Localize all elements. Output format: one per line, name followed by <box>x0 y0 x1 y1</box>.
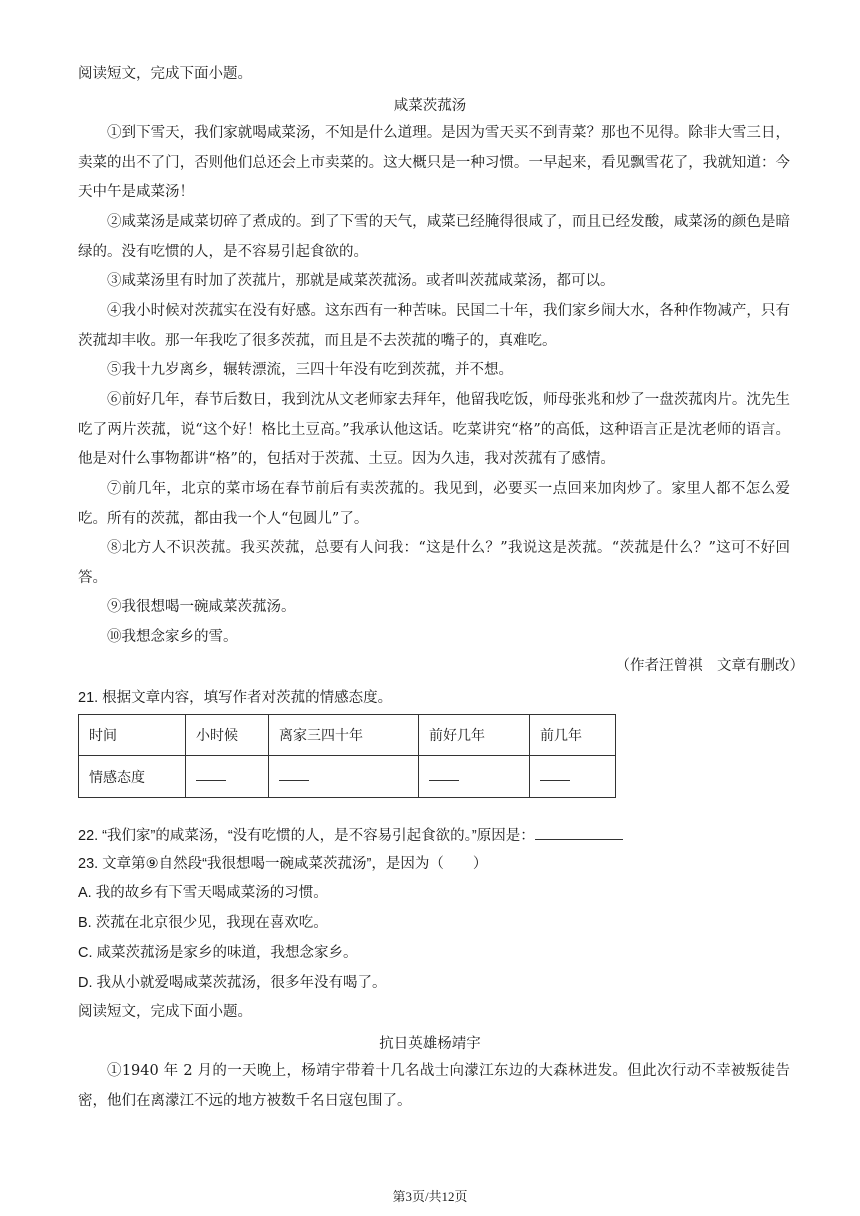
paragraph-6: ⑥前好几年，春节后数日，我到沈从文老师家去拜年，他留我吃饭，师母张兆和炒了一盘茨菰肉片。沈先生吃了两片茨菰，说“这个好！格比土豆高。”我承认他这话。吃菜讲究“格”的高低，这种语言正是沈老师的语言。他是对什么事物都讲“格”的，包括对于茨菰、土豆。因为久违，我对茨菰有了感情。 <box>78 392 790 468</box>
answer-blank[interactable] <box>269 756 419 798</box>
table-header-cell: 前好几年 <box>419 715 530 756</box>
table-row <box>79 756 616 798</box>
paragraph-5: ⑤我十九岁离乡，辗转漂流，三四十年没有吃到茨菰，并不想。 <box>107 362 513 378</box>
table-header-cell: 前几年 <box>530 715 616 756</box>
paragraph-2: ②咸菜汤是咸菜切碎了煮成的。到了下雪的天气，咸菜已经腌得很咸了，而且已经发酸，咸菜汤的颜色是暗绿的。没有吃惯的人，是不容易引起食欲的。 <box>78 214 790 260</box>
option-c: C. 咸菜茨菰汤是家乡的味道，我想念家乡。 <box>78 945 358 961</box>
article-title-2: 抗日英雄杨靖宇 <box>379 1036 481 1052</box>
paragraph-10: ⑩我想念家乡的雪。 <box>107 629 238 645</box>
paragraph-7: ⑦前几年，北京的菜市场在春节前后有卖茨菰的。我见到，必要买一点回来加肉炒了。家里人都不怎么爱吃。所有的茨菰，都由我一个人“包圆儿”了。 <box>78 481 790 527</box>
table-header-cell: 小时候 <box>186 715 269 756</box>
source-note: （作者汪曾祺 文章有删改） <box>615 658 804 674</box>
option-d: D. 我从小就爱喝咸菜茨菰汤，很多年没有喝了。 <box>78 975 387 991</box>
option-a: A. 我的故乡有下雪天喝咸菜汤的习惯。 <box>78 885 328 901</box>
paragraph-3: ③咸菜汤里有时加了茨菰片，那就是咸菜茨菰汤。或者叫茨菰咸菜汤，都可以。 <box>107 273 615 289</box>
question-23: 23. 文章第⑨自然段“我很想喝一碗咸菜茨菰汤”，是因为（ ） <box>78 856 488 872</box>
paragraph-2-1: ①1940 年 2 月的一天晚上，杨靖宇带着十几名战士向濛江东边的大森林进发。但此次行动不幸被叛徒告密，他们在离濛江不远的地方被数千名日寇包围了。 <box>78 1063 790 1109</box>
intro-text-2: 阅读短文，完成下面小题。 <box>78 1004 252 1020</box>
article-title-1: 咸菜茨菰汤 <box>393 98 467 114</box>
paragraph-9: ⑨我很想喝一碗咸菜茨菰汤。 <box>107 599 296 615</box>
answer-line[interactable] <box>535 827 623 840</box>
intro-text-1: 阅读短文，完成下面小题。 <box>78 66 252 82</box>
option-b: B. 茨菰在北京很少见，我现在喜欢吃。 <box>78 915 328 931</box>
answer-blank[interactable] <box>186 756 269 798</box>
table-row-label: 情感态度 <box>79 756 186 798</box>
answer-blank[interactable] <box>530 756 616 798</box>
emotion-table <box>78 714 616 798</box>
answer-blank[interactable] <box>419 756 530 798</box>
page-footer: 第3页/共12页 <box>392 1189 468 1204</box>
question-22-text: 22. “我们家”的咸菜汤，“没有吃惯的人，是不容易引起食欲的。”原因是： <box>78 828 535 844</box>
question-22 <box>78 826 623 846</box>
table-header-row <box>79 715 616 756</box>
table-header-cell: 离家三四十年 <box>269 715 419 756</box>
question-21: 21. 根据文章内容，填写作者对茨菰的情感态度。 <box>78 690 393 706</box>
paragraph-8: ⑧北方人不识茨菰。我买茨菰，总要有人问我：“这是什么？”我说这是茨菰。“茨菰是什么？”这可不好回答。 <box>78 540 790 586</box>
table-header-cell: 时间 <box>79 715 186 756</box>
paragraph-1: ①到下雪天，我们家就喝咸菜汤，不知是什么道理。是因为雪天买不到青菜？那也不见得。除非大雪三日，卖菜的出不了门，否则他们总还会上市卖菜的。这大概只是一种习惯。一早起来，看见飘雪花了，我就知道：今天中午是咸菜汤！ <box>78 125 790 201</box>
paragraph-4: ④我小时候对茨菰实在没有好感。这东西有一种苦味。民国二十年，我们家乡闹大水，各种作物减产，只有茨菰却丰收。那一年我吃了很多茨菰，而且是不去茨菰的嘴子的，真难吃。 <box>78 303 790 349</box>
